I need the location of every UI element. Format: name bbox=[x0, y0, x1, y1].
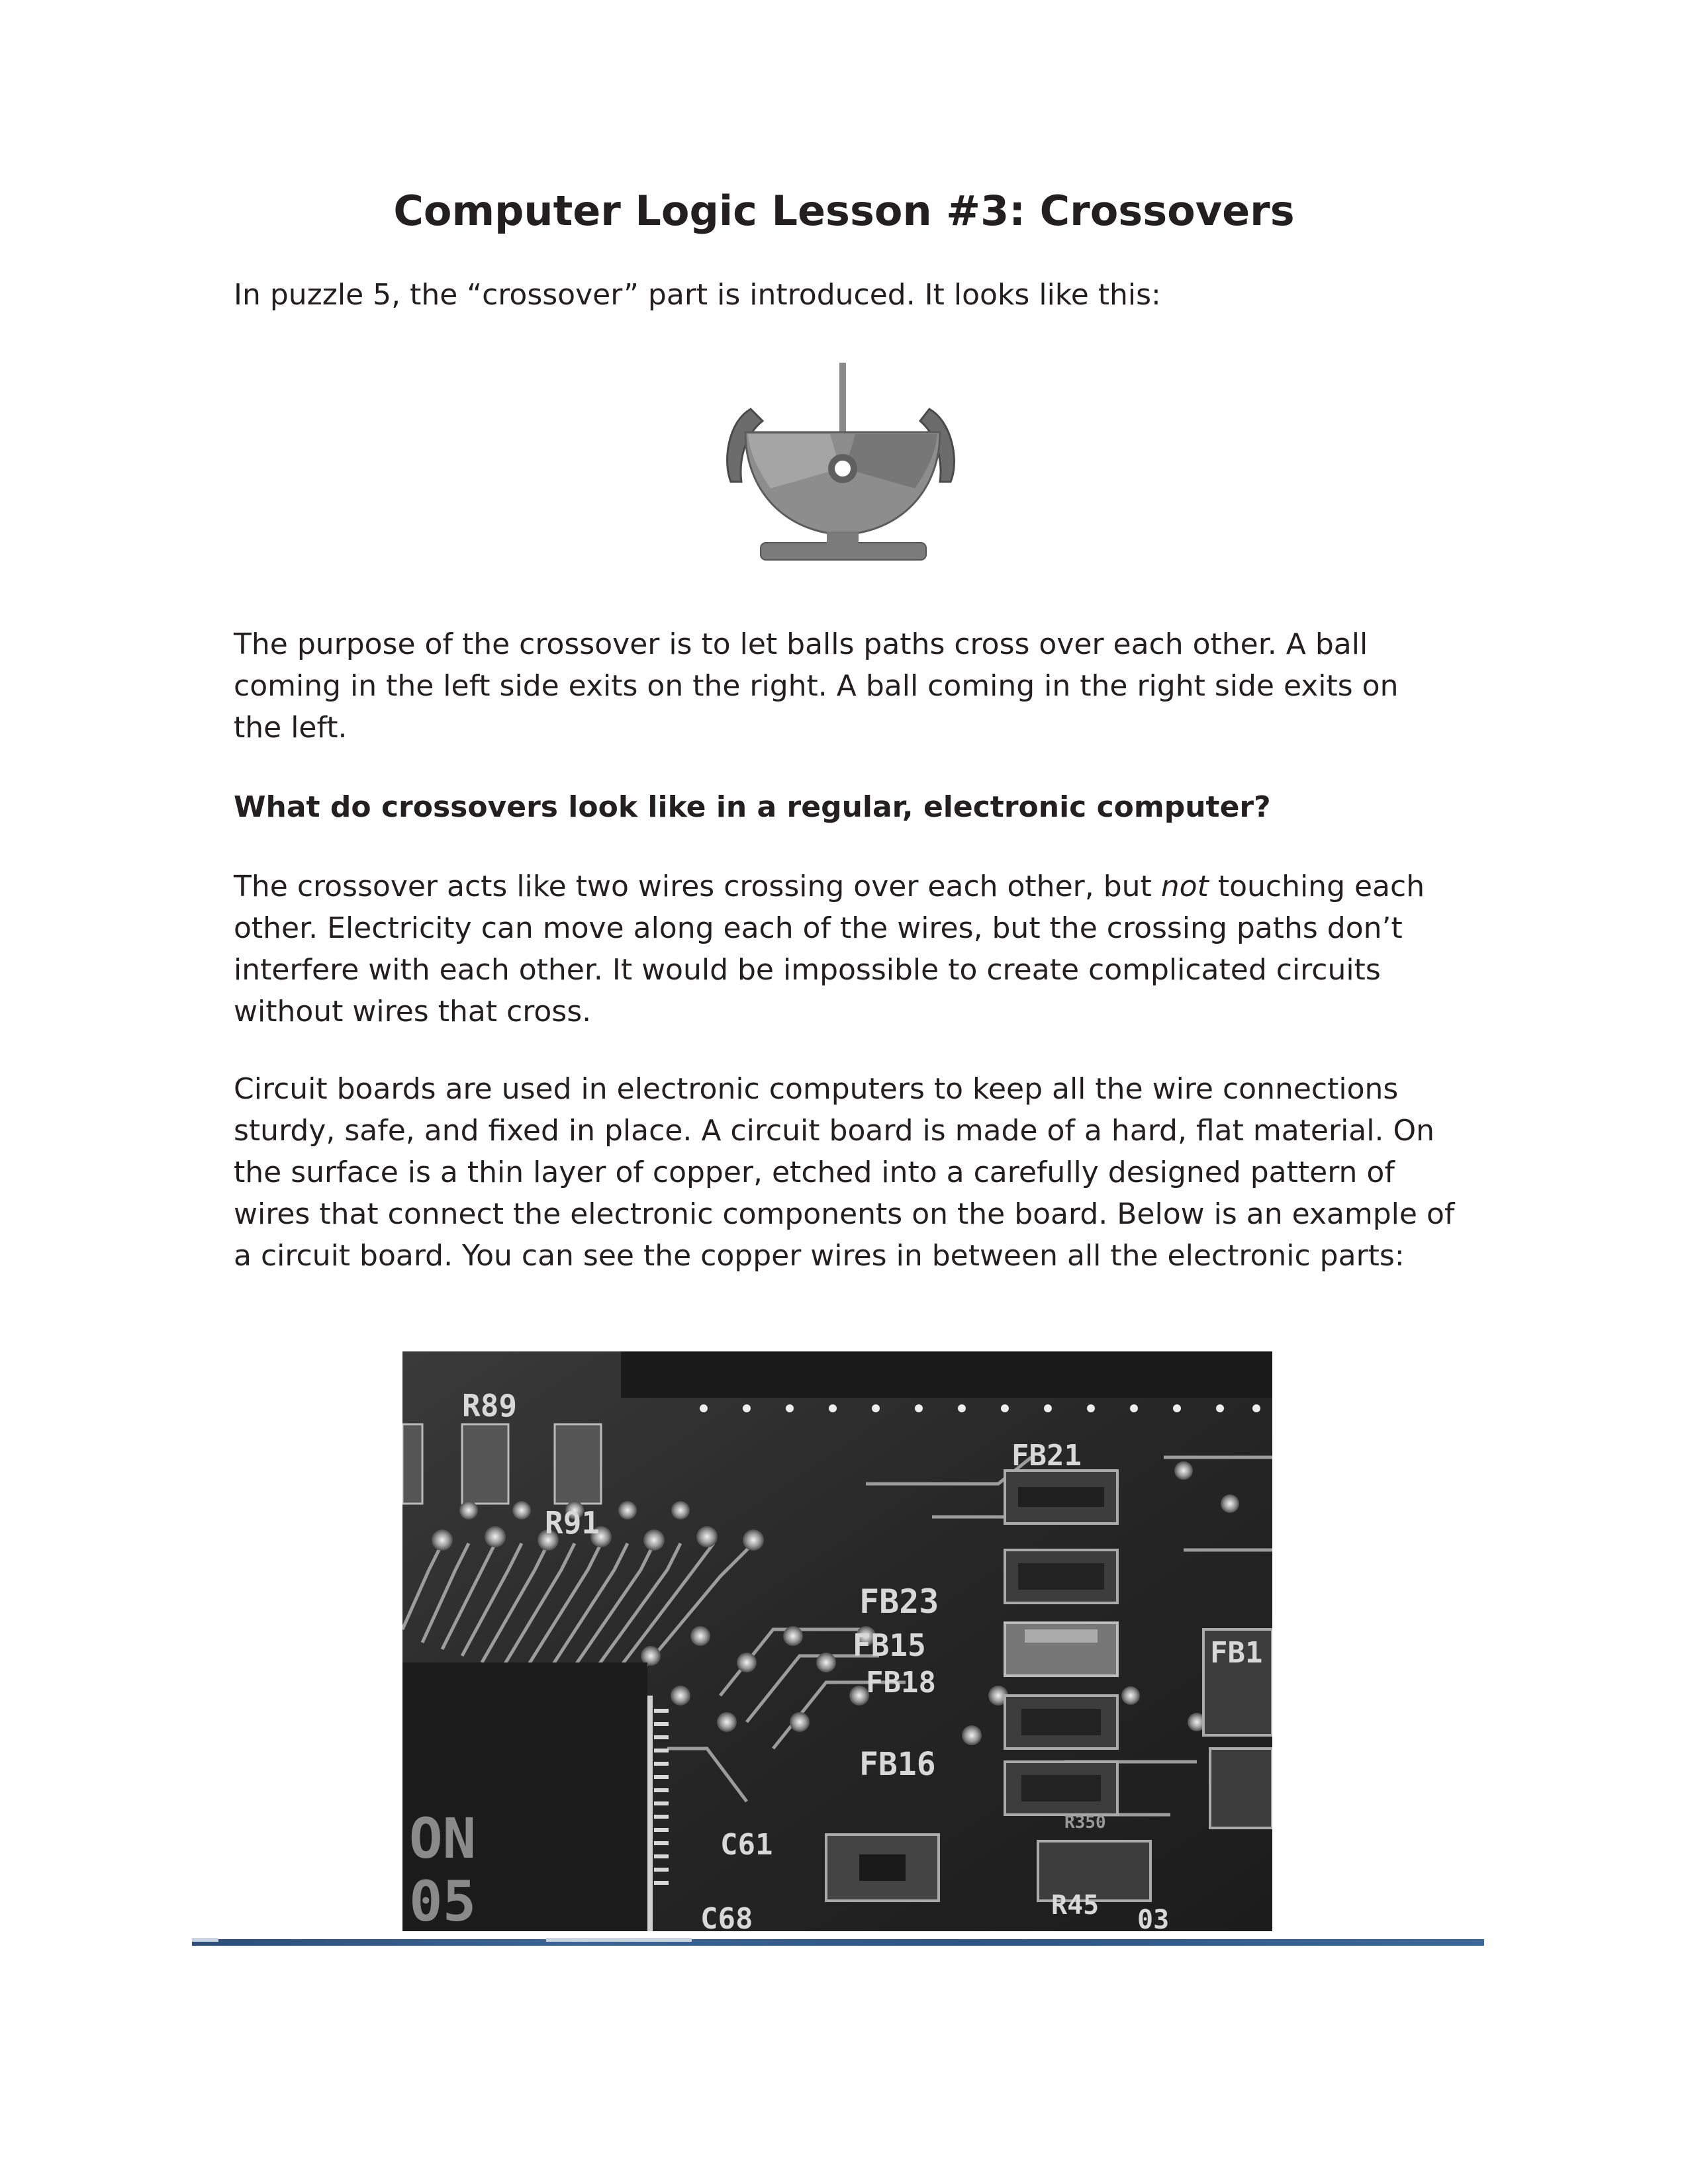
crossover-text-emphasis: not bbox=[1160, 870, 1209, 903]
label-c61: C61 bbox=[720, 1828, 773, 1862]
crossover-text-after: touching each other. Electricity can move along each of the wires, but the crossing paths don’t interfere with each other. It would be impossible to create complicated circuits without wires that cross. bbox=[234, 870, 1425, 1028]
label-c68: C68 bbox=[700, 1902, 753, 1931]
crossover-pivot-hole bbox=[835, 461, 851, 477]
chip-label-05: 05 bbox=[409, 1869, 477, 1931]
label-r350: R350 bbox=[1064, 1813, 1106, 1833]
label-r91: R91 bbox=[545, 1505, 600, 1541]
chip-label-on: ON bbox=[409, 1806, 477, 1871]
circuit-board-image bbox=[402, 1351, 1272, 1931]
crossover-rod bbox=[839, 363, 846, 435]
footer-rule-mark-left bbox=[192, 1938, 218, 1942]
section-subheading: What do crossovers look like in a regular, electronic computer? bbox=[234, 790, 1271, 824]
chip-markings bbox=[409, 1806, 476, 1931]
intro-paragraph: In puzzle 5, the “crossover” part is introduced. It looks like this: bbox=[234, 278, 1161, 312]
page-title: Computer Logic Lesson #3: Crossovers bbox=[393, 187, 1295, 235]
label-fb23: FB23 bbox=[859, 1582, 939, 1621]
crossover-part-icon bbox=[704, 363, 982, 574]
label-fb15: FB15 bbox=[853, 1627, 926, 1663]
footer-rule bbox=[192, 1939, 1484, 1946]
label-fb1: FB1 bbox=[1210, 1636, 1263, 1670]
footer-rule-mark-middle bbox=[546, 1938, 692, 1942]
label-fb18: FB18 bbox=[866, 1666, 936, 1700]
crossover-paragraph bbox=[234, 866, 1458, 1032]
label-r45: R45 bbox=[1051, 1890, 1100, 1921]
crossover-stem bbox=[827, 531, 859, 545]
circuit-board-paragraph: Circuit boards are used in electronic computers to keep all the wire connections sturdy, safe, and fixed in place. A circuit board is made of a hard, flat material. On the surface is a thin layer of copper, etched into a carefully designed pattern of wires that connect the electronic components on the board. Below is an example of a circuit board. You can see the copper wires in between all the electronic parts: bbox=[234, 1072, 1455, 1273]
label-r89: R89 bbox=[462, 1388, 518, 1424]
label-fb16: FB16 bbox=[859, 1746, 936, 1783]
crossover-base bbox=[761, 543, 926, 560]
crossover-text-before: The crossover acts like two wires crossing over each other, but bbox=[234, 870, 1161, 903]
label-fb21: FB21 bbox=[1011, 1439, 1082, 1473]
circuit-board-photo bbox=[402, 1351, 1272, 1931]
purpose-paragraph: The purpose of the crossover is to let balls paths cross over each other. A ball coming in the left side exits on the right. A ball coming in the right side exits on the left. bbox=[234, 627, 1399, 745]
label-03: 03 bbox=[1137, 1905, 1170, 1931]
